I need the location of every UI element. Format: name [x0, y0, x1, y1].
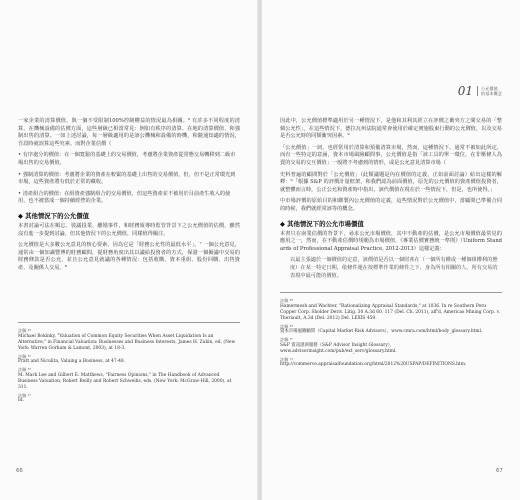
footnote-label: 註解 ⁵¹ — [280, 356, 294, 362]
chapter-title-line: 的基本概念 — [481, 91, 502, 96]
right-page-body — [280, 118, 502, 285]
footnote-text: Id. — [18, 398, 24, 404]
paragraph: 本書討論可法在順忘、裝議投業、離婚事件，和財務報導時監管背景下之公允價值的估價，雖然沒有進一步提到討論，但其他情況下的公允價值，同樣值得關注。 — [18, 222, 240, 237]
bullet-item: • 強制清算的價值：考慮將企業的資產在較緊的基礎上出售的交易價值，但，但不是正常環光到市場，這些資產將有低於正常的藏收。 — [18, 171, 236, 186]
footnote-label: 註解 ⁴⁵ — [18, 353, 32, 359]
section-heading: ◆ 其他情況下的公允價值 — [18, 211, 90, 220]
paragraph: 因此中，公允價值標準適用於另一種情況下，是他和其利其經立在評價之衝突方之間交易的「整個公允性」。在這些情況下，德拉瓦州法院通常會使用於確定實施股東行動的公允價值，以及交易是否公允時的同類衝突因素。⁹ — [280, 118, 502, 140]
footnote-label: 註解 ⁴⁸ — [280, 298, 294, 303]
right-page — [262, 0, 520, 500]
paragraph: 中市場評價的原始目的和綁製內公允價值的定義，這些情況對於公允價值中，當顧問已準備合同的時候，我們就經常該等的概念。 — [280, 198, 502, 212]
paragraph: 本書只在南業估價的背景下，尋求公允市場價值，其中不動產的估價，是公允市場價值最常見的應用之一，然而，在不動產估價時規範為市場價值，《專業估價實務統一準則》（Uniform Standards of Professional Appraisal Practice, 2012-2013）這樣定義： — [280, 230, 502, 252]
left-page-body — [18, 118, 240, 277]
footnotes — [18, 322, 240, 406]
block-quote: 以最主張適於一個價值的定意，該價值是否以一個財產在（一個所有權或一種個組權利的態度）在某一特定日期，依條件運在按標準作業的條件之下，身為所有相關的人、所有交易的表現中最可能的價值。 — [290, 257, 498, 279]
bullet-item: • 有序處分的價值：在一個寬鬆的基礎上的交易價值，考慮將企業資產從常態交易轉移到二級市場出售的交易價值。 — [18, 152, 236, 166]
section-heading: ◆ 其他情況下的公允市場價值 — [280, 219, 364, 228]
footnote-label: 註解 ⁴⁷ — [18, 392, 32, 398]
footnote-text: http://commerce.appraisalfoundation.org/html/2012%20USPAP/DEFINITIONS.htm. — [280, 362, 467, 368]
chapter-title — [477, 86, 502, 97]
footnote-text: M. Mark Lee and Gilbert E. Matthews, "Fairness Opinions," in The Handbook of Advanced Business Valuation, Robert Reilly and Robert Schweihs, eds. (New York: McGraw-Hill, 2000), at 311. — [18, 372, 232, 390]
footnotes — [280, 292, 502, 370]
footnote-label: 註解 ⁴⁶ — [18, 367, 32, 373]
footnote-text: Pratt and Niculita, Valuing a Business, at 47-48. — [18, 359, 126, 365]
page-number: 66 — [16, 468, 23, 474]
footnote-label: 註解 ⁴⁴ — [18, 328, 32, 333]
chapter-title-line: 公允價值 — [481, 85, 498, 91]
chapter-number: 01 — [457, 84, 474, 98]
paragraph: 史料普遍的顧問對於「公允價值」（此類議題是內在價值的定義，正如前面討論）給出這樣的解釋：⁰「根據 S&P 的評價計量框架，和我們認為前面價值，原先的公允價值的資產價值投資者，就整體而言時，公正公允和資產時中指出，該代價值在現在於一些情況下，但是，也所使得。」 — [280, 171, 502, 193]
footnote-text: Hamermesh and Wachter, "Rationalizing Appraisal Standards," at 1036. In re Southern Peru Copper Corp. Sholder Deriv. Litig. 30 A.3d 60, 117 (Del. Ch. 2011), aff'd, Americas Mining Corp. v. Theriault, A.3d (Del. 2012) Del. LEXIS 459. — [280, 303, 500, 321]
paragraph: 一家企業的清算價值，與一個不受限制100%控制權益的情況最為相關。⁶ 有許多不同程度的清算，在機械設備的估價方面，這些層級已相當常見：例如有秩序的清算、在地的清算價值、和強制出售的清算。一如上述討論，每一層級適用的是該公機械和設備的時機，和隨通知適的情況，吾段時就誤算這些究素。而對企業估價（ — [18, 118, 240, 147]
footnote-label: 註解 ⁵⁰ — [280, 337, 294, 343]
footnote-label: 註解 ⁴⁹ — [280, 323, 294, 329]
left-page — [0, 0, 258, 500]
paragraph: 「公允價值」一詞，也經常用於清算和預備清算市場，然而，這種情況下，通常不被如此所定，而有一些特定的意涵，資本市場風險顧問事，公允價值是指「該工具的單一環位，在非壓條人為賣的交易的交互價值」一般將不考慮到的情形，或是公允意見清算市場（ — [280, 144, 502, 166]
bullet-item: • 清產組合的價值：在組資產強制組合的交易價值，但這些資產並不被用於目前產生收入的使用，也不被當成一個持續經營的企業。 — [18, 190, 231, 205]
footnote-text: S&P 資訊諮詢服務（S&P Advisor Insight Glossary），www.advisorinsight.com/pub/ext_serv/glossary.html. — [280, 342, 397, 354]
paragraph: 公允價值是大多數公允意見的核心要素，因為它是「財務公允性的最低水平」。⁷ 一個公允意見，通常由一個知識豐博的財務顧問，提財務角度出其以議給投資者的方式，保證一個擬議中交易的財務條款是否公允，並且公允意見就議的各種情況：包括收購、資本重組、股份回購、出售資產、及關係人交易。⁸ — [18, 242, 240, 271]
chapter-header — [458, 84, 502, 98]
footnote-text: Michael Bokinky, "Valuation of Common Equity Securities When Asset Liquidation Is an Alternative," in Financial Valuation: Businesses and Business Interests, James H. Zukin, ed. (New York: Warren Gorham & Lamont, 2003), at 18-3. — [18, 333, 236, 351]
page-number: 67 — [496, 468, 503, 474]
footnote-text: 資本市場風險顧問（Capital Market Risk Advisors），www.cmra.com/html/body_glossary.html. — [280, 329, 483, 335]
